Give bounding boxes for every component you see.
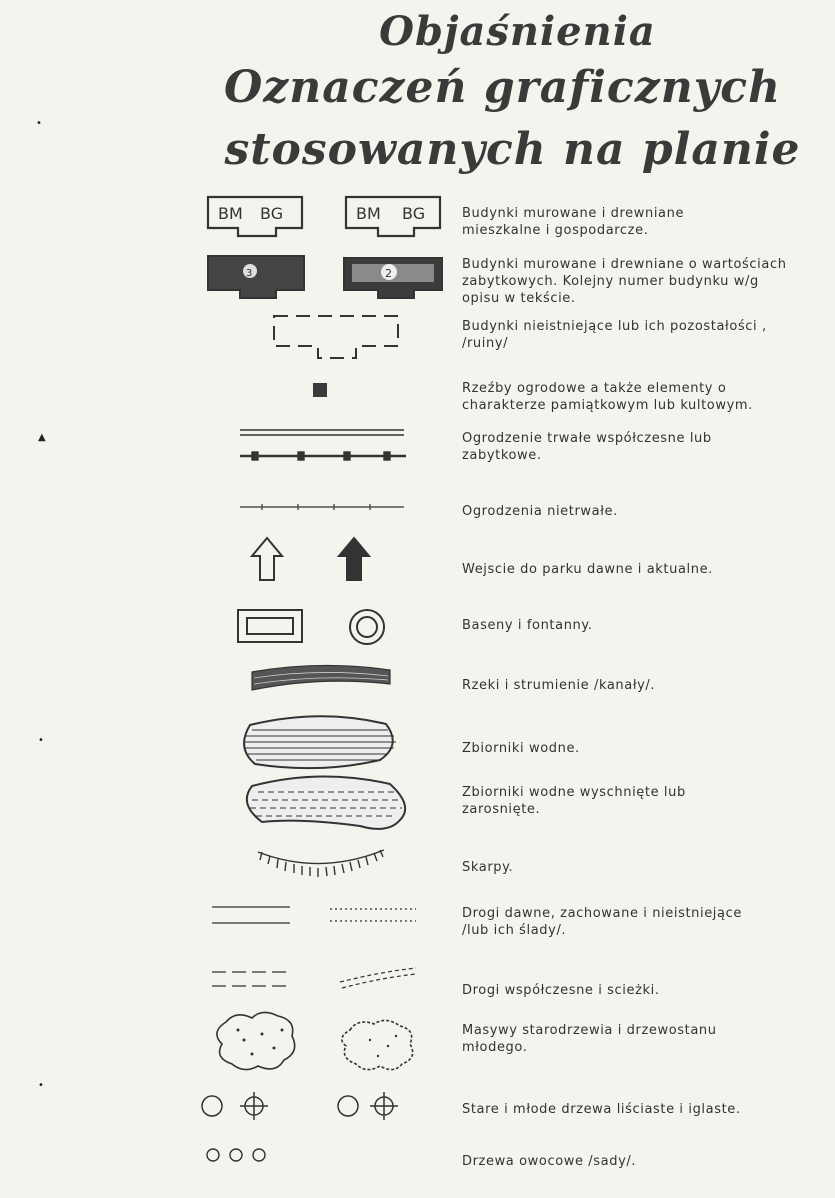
legend-label: Masywy starodrzewia i drzewostanu młodego. (462, 1023, 717, 1055)
title-line-1: Objaśnienia (379, 8, 656, 55)
escarpment-symbol (258, 850, 384, 877)
legend-label: Budynki murowane i drewniane mieszkalne i gospodarcze. (462, 206, 685, 238)
margin-dot: • (38, 735, 44, 746)
fruit-tree-symbols (207, 1149, 265, 1161)
legend-label: Ogrodzenia nietrwałe. (462, 504, 618, 519)
river-symbol (252, 665, 390, 690)
abbr-bg: BG (260, 204, 284, 223)
modern-roads-symbol (212, 968, 416, 988)
margin-dot: • (36, 118, 42, 129)
legend-label: Drogi dawne, zachowane i nieistniejące /lub ich ślady/. (462, 906, 742, 938)
legend-label: Zbiorniki wodne. (462, 741, 580, 756)
legend-label: Baseny i fontanny. (462, 618, 593, 633)
margin-dot: • (38, 1080, 44, 1091)
legend-label: Stare i młode drzewa liściaste i iglaste. (462, 1102, 741, 1117)
abbr-bg: BG (402, 204, 426, 223)
pool-fountain-symbols (238, 610, 384, 644)
legend-label: Zbiorniki wodne wyschnięte lub zarosnięte. (462, 785, 686, 817)
fence-permanent-symbol (240, 430, 406, 460)
abbr-bm: BM (356, 204, 381, 223)
entrance-arrow-icons (252, 538, 369, 580)
legend-label: Rzeźby ogrodowe a także elementy o charakterze pamiątkowym lub kultowym. (462, 381, 753, 413)
fence-temporary-symbol (240, 504, 404, 510)
dried-water-body-symbol (247, 776, 405, 828)
legend-label: Drogi współczesne i scieżki. (462, 983, 660, 998)
title-line-2: Oznaczeń graficznych (223, 62, 782, 113)
legend-label: Ogrodzenie trwałe współczesne lub zabytkowe. (462, 431, 712, 463)
building-symbol-ruins (274, 316, 398, 358)
margin-dot: ▲ (38, 432, 46, 443)
legend-label: Rzeki i strumienie /kanały/. (462, 678, 656, 693)
legend-label: Budynki nieistniejące lub ich pozostałości , /ruiny/ (462, 319, 767, 351)
building-number: 3 (246, 268, 253, 279)
legend-label: Skarpy. (462, 860, 514, 875)
tree-symbols (202, 1092, 398, 1120)
building-symbol-historic (208, 256, 442, 298)
legend-label: Drzewa owocowe /sady/. (462, 1154, 637, 1169)
water-body-symbol (244, 716, 396, 768)
abbr-bm: BM (218, 204, 243, 223)
tree-mass-symbols (217, 1012, 413, 1069)
legend-label: Wejscie do parku dawne i aktualne. (462, 562, 713, 577)
sculpture-symbol (313, 383, 327, 397)
legend-label: Budynki murowane i drewniane o wartościach zabytkowych. Kolejny numer budynku w/g opisu w tekście. (462, 257, 787, 306)
historic-roads-symbol (212, 907, 416, 923)
building-number: 2 (385, 267, 392, 280)
title-line-3: stosowanych na planie (224, 124, 801, 175)
